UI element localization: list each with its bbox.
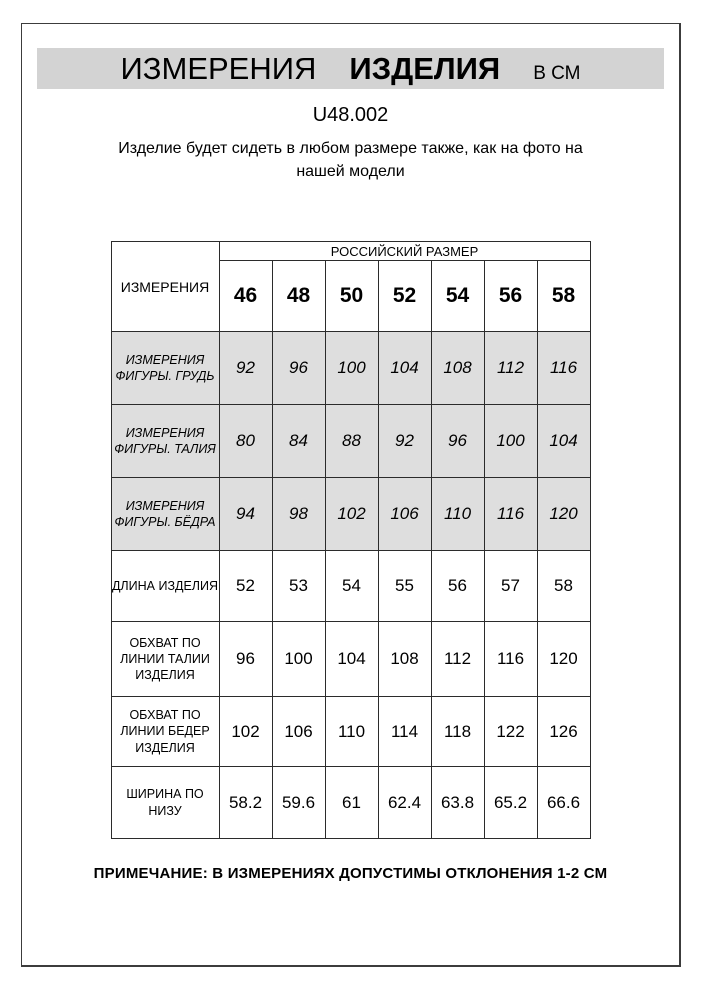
table-row-hip-girth <box>111 697 590 767</box>
size-header: 50 <box>325 261 378 332</box>
table-cell: 84 <box>272 405 325 478</box>
table-cell: 106 <box>272 697 325 767</box>
table-cell: 108 <box>378 622 431 697</box>
title-word-measurements: ИЗМЕРЕНИЯ <box>120 51 317 86</box>
table-cell: 55 <box>378 551 431 622</box>
title-unit: В СМ <box>533 63 581 84</box>
table-row-figure-chest <box>111 332 590 405</box>
table-cell: 120 <box>537 478 590 551</box>
fit-description: Изделие будет сидеть в любом размере также, как на фото на нашей модели <box>118 140 583 180</box>
table-cell: 110 <box>431 478 484 551</box>
table-cell: 118 <box>431 697 484 767</box>
title-banner <box>37 48 664 89</box>
size-header: 52 <box>378 261 431 332</box>
table-cell: 100 <box>484 405 537 478</box>
table-cell: 116 <box>484 622 537 697</box>
table-cell: 100 <box>325 332 378 405</box>
table-cell: 52 <box>219 551 272 622</box>
tolerance-note: ПРИМЕЧАНИЕ: В ИЗМЕРЕНИЯХ ДОПУСТИМЫ ОТКЛОНЕНИЯ 1-2 СМ <box>93 865 608 882</box>
size-header: 56 <box>484 261 537 332</box>
table-row-figure-hips <box>111 478 590 551</box>
table-cell: 98 <box>272 478 325 551</box>
table-cell: 63.8 <box>431 767 484 839</box>
table-cell: 114 <box>378 697 431 767</box>
table-cell: 104 <box>537 405 590 478</box>
table-cell: 53 <box>272 551 325 622</box>
table-cell: 88 <box>325 405 378 478</box>
table-row-length <box>111 551 590 622</box>
table-cell: 66.6 <box>537 767 590 839</box>
table-cell: 96 <box>272 332 325 405</box>
table-cell: 58 <box>537 551 590 622</box>
table-cell: 110 <box>325 697 378 767</box>
table-cell: 106 <box>378 478 431 551</box>
title-word-product: ИЗДЕЛИЯ <box>349 51 501 86</box>
table-cell: 102 <box>219 697 272 767</box>
table-cell: 108 <box>431 332 484 405</box>
row-label: ШИРИНА ПО НИЗУ <box>111 767 219 839</box>
table-row-waist-girth <box>111 622 590 697</box>
table-row-bottom-width <box>111 767 590 839</box>
row-label: ОБХВАТ ПО ЛИНИИ ТАЛИИ ИЗДЕЛИЯ <box>111 622 219 697</box>
table-row-figure-waist <box>111 405 590 478</box>
table-cell: 116 <box>484 478 537 551</box>
table-cell: 112 <box>431 622 484 697</box>
table-cell: 57 <box>484 551 537 622</box>
table-cell: 65.2 <box>484 767 537 839</box>
table-cell: 62.4 <box>378 767 431 839</box>
table-cell: 59.6 <box>272 767 325 839</box>
table-cell: 96 <box>431 405 484 478</box>
table-cell: 102 <box>325 478 378 551</box>
size-group-header: РОССИЙСКИЙ РАЗМЕР <box>219 242 590 261</box>
table-cell: 126 <box>537 697 590 767</box>
row-label: ДЛИНА ИЗДЕЛИЯ <box>111 551 219 622</box>
row-label: ИЗМЕРЕНИЯ ФИГУРЫ. ТАЛИЯ <box>111 405 219 478</box>
table-cell: 58.2 <box>219 767 272 839</box>
table-cell: 56 <box>431 551 484 622</box>
table-cell: 112 <box>484 332 537 405</box>
size-table <box>111 241 591 839</box>
corner-header: ИЗМЕРЕНИЯ <box>111 242 219 332</box>
table-cell: 104 <box>378 332 431 405</box>
table-cell: 54 <box>325 551 378 622</box>
table-cell: 96 <box>219 622 272 697</box>
page-frame <box>21 23 681 967</box>
row-label: ОБХВАТ ПО ЛИНИИ БЕДЕР ИЗДЕЛИЯ <box>111 697 219 767</box>
table-cell: 120 <box>537 622 590 697</box>
size-header: 54 <box>431 261 484 332</box>
table-cell: 92 <box>219 332 272 405</box>
table-row <box>111 242 590 261</box>
size-header: 48 <box>272 261 325 332</box>
table-cell: 61 <box>325 767 378 839</box>
row-label: ИЗМЕРЕНИЯ ФИГУРЫ. ГРУДЬ <box>111 332 219 405</box>
row-label: ИЗМЕРЕНИЯ ФИГУРЫ. БЁДРА <box>111 478 219 551</box>
size-header: 46 <box>219 261 272 332</box>
table-cell: 122 <box>484 697 537 767</box>
table-cell: 100 <box>272 622 325 697</box>
table-cell: 92 <box>378 405 431 478</box>
table-cell: 80 <box>219 405 272 478</box>
size-header: 58 <box>537 261 590 332</box>
product-code: U48.002 <box>312 104 389 126</box>
table-cell: 104 <box>325 622 378 697</box>
table-cell: 116 <box>537 332 590 405</box>
table-cell: 94 <box>219 478 272 551</box>
